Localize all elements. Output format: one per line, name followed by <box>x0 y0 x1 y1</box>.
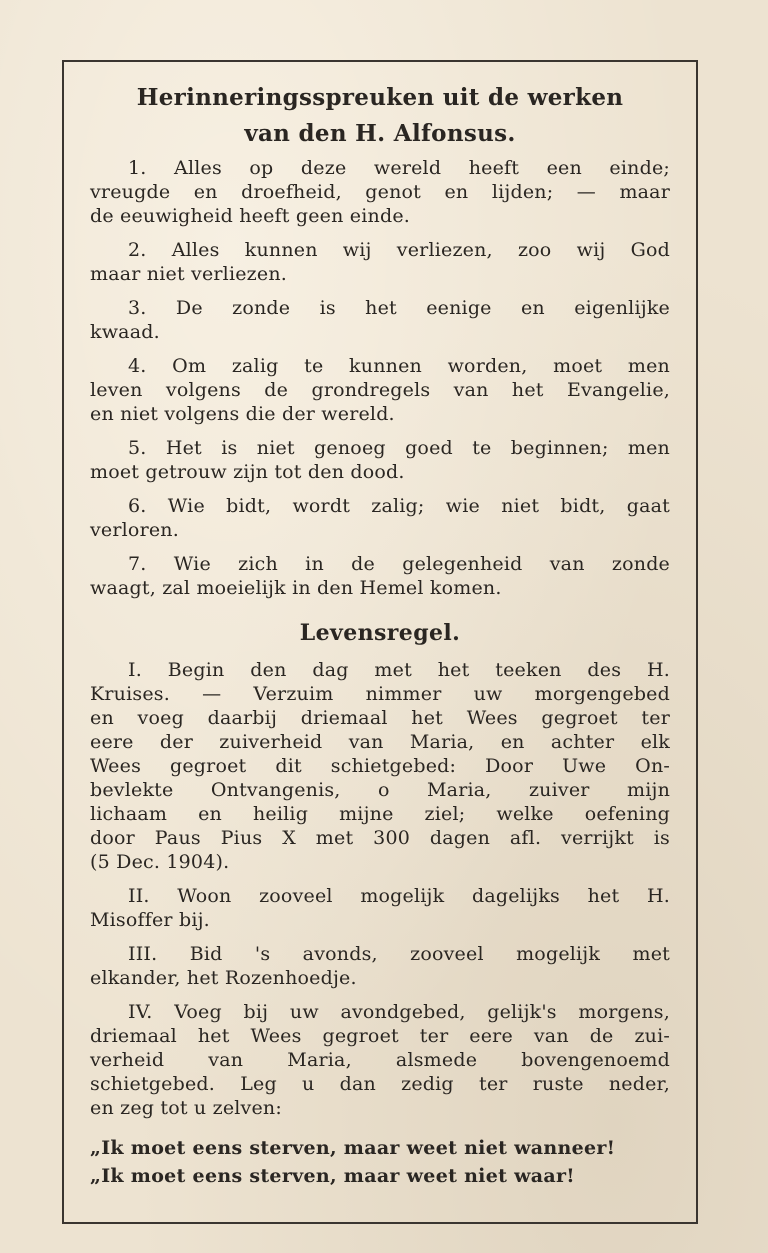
saying-item-line: verloren. <box>90 519 179 541</box>
closing-line-1: „Ik moet eens sterven, maar weet niet wanneer! <box>90 1137 616 1159</box>
saying-item-line: moet getrouw zijn tot den dood. <box>90 461 405 483</box>
rule-item-line: elkander, het Rozenhoedje. <box>90 967 357 989</box>
rule-item-line: Misoffer bij. <box>90 909 210 931</box>
saying-item <box>90 354 670 426</box>
saying-item <box>90 296 670 344</box>
rule-item-line: I. Begin den dag met het teeken des H. <box>128 659 670 681</box>
rule-item-line: II. Woon zooveel mogelijk dagelijks het H. <box>128 885 670 907</box>
rule-item-line: (5 Dec. 1904). <box>90 851 230 873</box>
saying-item-line: de eeuwigheid heeft geen einde. <box>90 205 410 227</box>
saying-item-line: 7. Wie zich in de gelegenheid van zonde <box>128 553 670 575</box>
rule-item-line: schietgebed. Leg u dan zedig ter ruste neder, <box>90 1073 670 1095</box>
document-content <box>90 80 670 1190</box>
saying-item-line: kwaad. <box>90 321 160 343</box>
saying-item-line: en niet volgens die der wereld. <box>90 403 395 425</box>
saying-item-line: 6. Wie bidt, wordt zalig; wie niet bidt, gaat <box>128 495 670 517</box>
rule-item-line: verheid van Maria, alsmede bovengenoemd <box>90 1049 670 1071</box>
rule-item-line: IV. Voeg bij uw avondgebed, gelijk's morgens, <box>128 1001 670 1023</box>
rule-item-line: lichaam en heilig mijne ziel; welke oefening <box>90 803 670 825</box>
saying-item <box>90 156 670 228</box>
rules-list <box>90 658 670 1120</box>
saying-item <box>90 494 670 542</box>
rule-item-line: III. Bid 's avonds, zooveel mogelijk met <box>128 943 670 965</box>
rule-item <box>90 942 670 990</box>
saying-item-line: waagt, zal moeielijk in den Hemel komen. <box>90 577 502 599</box>
closing-line-2: „Ik moet eens sterven, maar weet niet waar! <box>90 1165 575 1187</box>
rule-item-line: en zeg tot u zelven: <box>90 1097 282 1119</box>
saying-item-line: 4. Om zalig te kunnen worden, moet men <box>128 355 670 377</box>
closing-exclamations <box>90 1134 670 1190</box>
saying-item-line: 1. Alles op deze wereld heeft een einde; <box>128 157 670 179</box>
rule-item-line: Kruises. — Verzuim nimmer uw morgengebed <box>90 683 670 705</box>
title-line-2: van den H. Alfonsus. <box>244 120 516 147</box>
rule-item-line: door Paus Pius X met 300 dagen afl. verrijkt is <box>90 827 670 849</box>
rule-item-line: bevlekte Ontvangenis, o Maria, zuiver mijn <box>90 779 670 801</box>
saying-item <box>90 238 670 286</box>
rule-item-line: en voeg daarbij driemaal het Wees gegroet ter <box>90 707 670 729</box>
saying-item-line: maar niet verliezen. <box>90 263 288 285</box>
document-title <box>90 80 670 152</box>
saying-item-line: vreugde en droefheid, genot en lijden; — maar <box>90 181 670 203</box>
saying-item <box>90 436 670 484</box>
saying-item-line: leven volgens de grondregels van het Evangelie, <box>90 379 670 401</box>
rule-item-line: driemaal het Wees gegroet ter eere van de zui- <box>90 1025 670 1047</box>
rule-item <box>90 1000 670 1120</box>
saying-item-line: 3. De zonde is het eenige en eigenlijke <box>128 297 670 319</box>
saying-item-line: 5. Het is niet genoeg goed te beginnen; men <box>128 437 670 459</box>
rule-item <box>90 884 670 932</box>
saying-item-line: 2. Alles kunnen wij verliezen, zoo wij God <box>128 239 670 261</box>
rule-item <box>90 658 670 874</box>
rule-item-line: Wees gegroet dit schietgebed: Door Uwe On- <box>90 755 670 777</box>
saying-item <box>90 552 670 600</box>
rule-item-line: eere der zuiverheid van Maria, en achter elk <box>90 731 670 753</box>
section-title-levensregel: Levensregel. <box>299 620 461 646</box>
sayings-list <box>90 156 670 600</box>
title-line-1: Herinneringsspreuken uit de werken <box>136 84 624 111</box>
